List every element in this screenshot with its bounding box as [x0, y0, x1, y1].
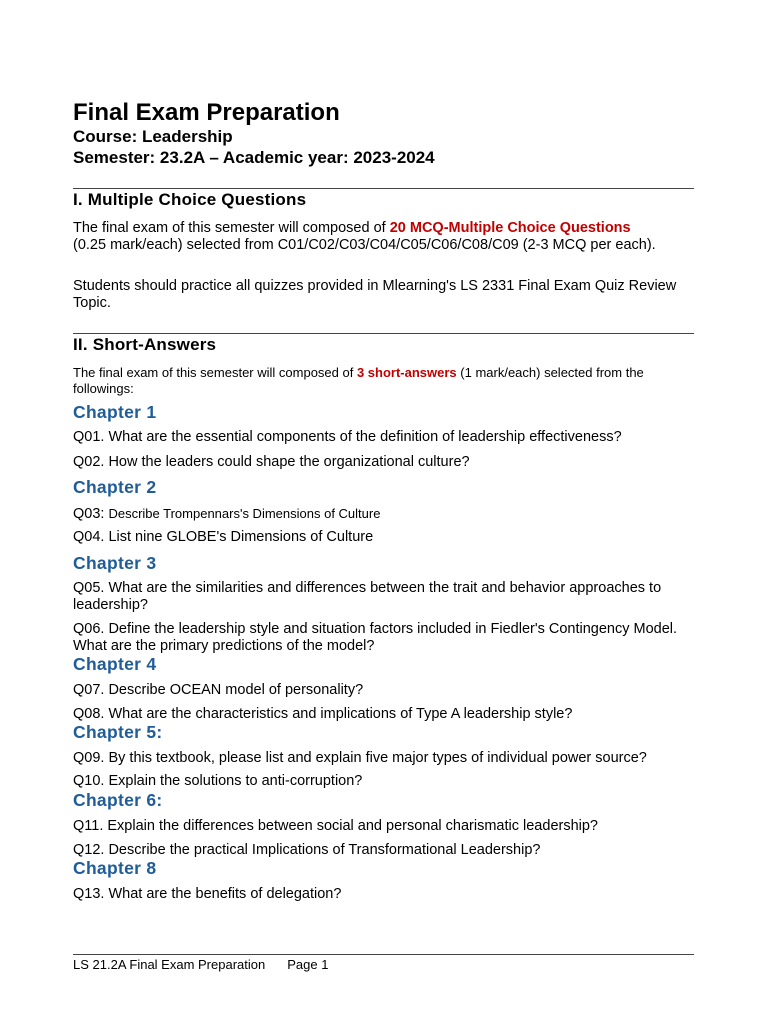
question-item: Q09. By this textbook, please list and explain five major types of individual power source? — [73, 750, 647, 766]
course-line: Course: Leadership — [73, 127, 233, 146]
page-title: Final Exam Preparation — [73, 99, 340, 126]
question-number: Q03: — [73, 506, 109, 522]
question-item: Q02. How the leaders could shape the organizational culture? — [73, 454, 470, 470]
mcq-text: The final exam of this semester will composed of — [73, 220, 390, 236]
question-text: Describe Trompennars's Dimensions of Culture — [108, 506, 381, 521]
semester-line: Semester: 23.2A – Academic year: 2023-2024 — [73, 148, 435, 167]
section-heading-short: II. Short-Answers — [73, 335, 217, 354]
chapter-heading: Chapter 6: — [73, 790, 163, 810]
footer-doc-title: LS 21.2A Final Exam Preparation — [73, 957, 266, 972]
chapter-heading: Chapter 2 — [73, 477, 157, 497]
mcq-paragraph-2: Students should practice all quizzes provided in Mlearning's LS 2331 Final Exam Quiz Review Topic. — [73, 278, 677, 311]
short-intro — [73, 365, 694, 397]
chapter-heading: Chapter 5: — [73, 722, 163, 742]
question-item: Q04. List nine GLOBE's Dimensions of Culture — [73, 529, 374, 545]
question-item — [73, 505, 694, 523]
short-count-highlight: 3 short-answers — [356, 365, 457, 380]
chapter-heading: Chapter 4 — [73, 654, 157, 674]
question-item: Q10. Explain the solutions to anti-corruption? — [73, 773, 363, 789]
question-item: Q05. What are the similarities and differences between the trait and behavior approaches to leadership? — [73, 580, 662, 613]
divider — [73, 333, 694, 334]
page-footer — [73, 957, 328, 973]
question-item: Q11. Explain the differences between social and personal charismatic leadership? — [73, 818, 598, 834]
section-heading-mcq: I. Multiple Choice Questions — [73, 190, 307, 209]
question-item: Q08. What are the characteristics and implications of Type A leadership style? — [73, 706, 573, 722]
footer-divider — [73, 954, 694, 955]
mcq-paragraph-1 — [73, 220, 694, 254]
chapter-heading: Chapter 1 — [73, 402, 157, 422]
question-item: Q07. Describe OCEAN model of personality? — [73, 682, 364, 698]
short-intro-text-cont: (1 mark/each) selected from the followings: — [73, 365, 644, 396]
mcq-text-cont: (0.25 mark/each) selected from C01/C02/C03/C04/C05/C06/C08/C09 (2-3 MCQ per each). — [73, 237, 656, 253]
chapter-heading: Chapter 8 — [73, 858, 157, 878]
short-intro-text: The final exam of this semester will composed of — [73, 365, 357, 380]
question-item: Q06. Define the leadership style and situation factors included in Fiedler's Contingency Model. What are the primary predictions of the model? — [73, 621, 678, 654]
chapter-heading: Chapter 3 — [73, 553, 157, 573]
question-item: Q01. What are the essential components of the definition of leadership effectiveness? — [73, 429, 622, 445]
question-item: Q13. What are the benefits of delegation? — [73, 886, 342, 902]
question-item: Q12. Describe the practical Implications of Transformational Leadership? — [73, 842, 541, 858]
mcq-count-highlight: 20 MCQ-Multiple Choice Questions — [389, 220, 631, 236]
divider — [73, 188, 694, 189]
page-number: Page 1 — [287, 957, 329, 972]
